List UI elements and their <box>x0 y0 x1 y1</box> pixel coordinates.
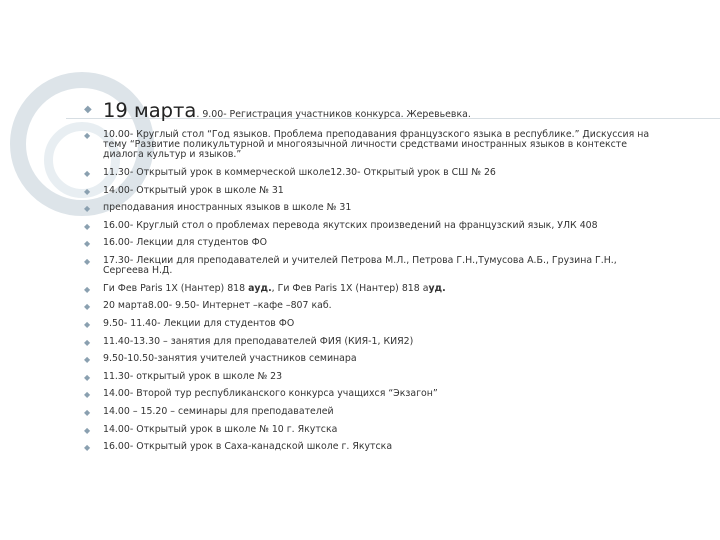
bullet-icon: ◆ <box>84 284 91 294</box>
bullet-icon: ◆ <box>84 169 91 178</box>
list-item-text: 14.00- Второй тур республиканского конкурса учащихся “Экзагон” <box>103 388 438 400</box>
paris-bold-b: уд. <box>428 282 446 294</box>
bullet-icon: ◆ <box>84 443 91 453</box>
paris-text-a: Ги Фев Paris 1X (Нантер) 818 <box>103 282 249 294</box>
list-item-text: 14.00 – 15.20 – семинары для преподавателей <box>103 405 334 417</box>
bullet-icon: ◆ <box>84 407 91 417</box>
list-item <box>84 337 664 347</box>
bullet-icon: ◆ <box>84 302 91 312</box>
list-item <box>84 203 664 213</box>
slide-content <box>84 100 664 460</box>
bullet-icon: ◆ <box>84 131 91 140</box>
bullet-icon: ◆ <box>84 355 91 365</box>
bullet-icon: ◆ <box>84 337 91 347</box>
list-item <box>84 389 664 399</box>
bullet-icon: ◆ <box>84 104 92 115</box>
list-item-text: 9.50- 11.40- Лекции для студентов ФО <box>103 317 295 329</box>
list-item-text: 16.00- Лекции для студентов ФО <box>103 237 268 249</box>
heading-rest: . 9.00- Регистрация участников конкурса. Жеревьевка. <box>196 109 471 120</box>
list-item-text: 11.40-13.30 – занятия для преподавателей ФИЯ (КИЯ-1, КИЯ2) <box>103 335 414 347</box>
list-item-text: 17.30- Лекции для преподавателей и учителей Петрова М.Л., Петрова Г.Н.,Тумусова А.Б., Грузина Г.Н., Сергеева Н.Д. <box>103 254 617 277</box>
list-item <box>84 186 664 196</box>
bullet-icon: ◆ <box>84 372 91 382</box>
list-item <box>84 130 664 161</box>
list-item <box>84 319 664 329</box>
bullet-icon: ◆ <box>84 319 91 329</box>
list-item-text: 11.30- открытый урок в школе № 23 <box>103 370 283 382</box>
list-item <box>84 301 664 311</box>
list-item <box>84 256 664 276</box>
bullet-icon: ◆ <box>84 390 91 400</box>
list-item-text: 20 марта8.00- 9.50- Интернет –кафе –807 каб. <box>103 300 332 312</box>
list-item <box>84 238 664 248</box>
list-item <box>84 425 664 435</box>
bullet-icon: ◆ <box>84 239 91 249</box>
paris-text-b: , Ги Фев Paris 1X (Нантер) 818 а <box>271 282 429 294</box>
list-item-text: 16.00- Открытый урок в Саха-канадской школе г. Якутска <box>103 441 393 453</box>
list-item <box>84 221 664 231</box>
bullet-icon: ◆ <box>84 221 91 231</box>
list-item <box>84 168 664 178</box>
heading-date: 19 марта <box>103 99 197 122</box>
list-item-text: 14.00- Открытый урок в школе № 10 г. Якутска <box>103 423 338 435</box>
bullet-icon: ◆ <box>84 256 91 266</box>
heading-item <box>84 100 664 122</box>
list-item-text: 10.00- Круглый стол “Год языков. Проблема преподавания французского языка в республике.” Дискуссия на тему “Развитие поликультурной и многоязычной личности средствами иностранных языков в контексте диалога культур и языков.” <box>103 129 650 161</box>
list-item-text: 16.00- Круглый стол о проблемах перевода якутских произведений на французский язык, УЛК 408 <box>103 219 598 231</box>
list-item-text: 9.50-10.50-занятия учителей участников семинара <box>103 353 357 365</box>
list-item-text: преподавания иностранных языков в школе № 31 <box>103 202 352 214</box>
paris-bold-a: ауд. <box>248 282 272 294</box>
list-item-text: 11.30- Открытый урок в коммерческой школе12.30- Открытый урок в СШ № 26 <box>103 167 496 178</box>
list-item <box>84 372 664 382</box>
list-item <box>84 407 664 417</box>
bullet-icon: ◆ <box>84 425 91 435</box>
list-item <box>84 354 664 364</box>
bullet-icon: ◆ <box>84 186 91 196</box>
paris-item <box>84 284 664 294</box>
bullet-icon: ◆ <box>84 204 91 214</box>
list-item-text: 14.00- Открытый урок в школе № 31 <box>103 184 284 196</box>
list-item <box>84 442 664 452</box>
